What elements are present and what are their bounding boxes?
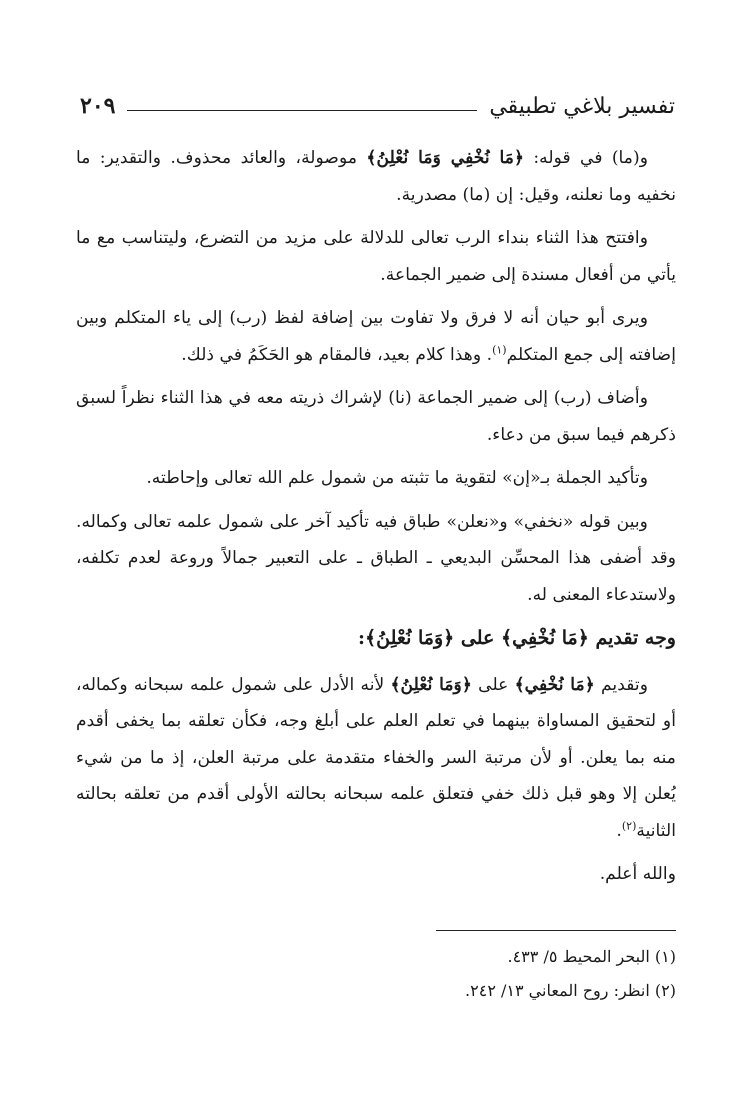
- text-span: . وهذا كلام بعيد، فالمقام هو الحَكَمُ في ذلك.: [181, 344, 493, 365]
- quran-quote: ﴿مَا نُخْفِي﴾: [514, 674, 595, 695]
- footnote-separator: [436, 930, 676, 931]
- text-span: على: [471, 674, 515, 695]
- section-heading: [76, 620, 676, 657]
- quran-quote: ﴿وَمَا نُعْلِنُ﴾: [390, 674, 472, 695]
- quran-quote: ﴿مَا نُخْفِي وَمَا نُعْلِنُ﴾: [366, 148, 525, 168]
- header-rule: [127, 110, 477, 111]
- footnote-ref-2[interactable]: (٢): [621, 818, 637, 832]
- footnote-2: (٢) انظر: روح المعاني ١٣/ ٢٤٢.: [465, 981, 676, 1000]
- book-title: تفسير بلاغي تطبيقي: [489, 93, 675, 119]
- paragraph-8: والله أعلم.: [599, 864, 676, 884]
- page-number: ٢٠٩: [80, 93, 116, 119]
- text-span: ويرى أبو حيان أنه لا فرق ولا تفاوت بين إضافة لفظ (رب) إلى ياء المتكلم وبين إضافته إلى جمع المتكلم: [76, 308, 676, 365]
- text-span: لأنه الأدل على شمول علمه سبحانه وكماله، أو لتحقيق المساواة بينهما في تعلم العلم على أبلغ وجه، فكأن تعلقه بما يخفى أقدم منه بما يعلن. أو لأن مرتبة السر والخفاء متقدمة على مرتبة العلن، إذ ما من شيء يُعلن إلا وهو قبل ذلك خفي فتعلق علمه سبحانه بحالته الأولى أقدم من تعلقه بحالته الثانية: [76, 674, 676, 841]
- running-header: [80, 86, 675, 126]
- paragraph-2: وافتتح هذا الثناء بنداء الرب تعالى للدلالة على مزيد من التضرع، وليتناسب مع ما يأتي من أفعال مسندة إلى ضمير الجماعة.: [76, 228, 676, 285]
- paragraph-1: [76, 140, 676, 213]
- paragraph-5: وتأكيد الجملة بـ«إن» لتقوية ما تثبته من شمول علم الله تعالى وإحاطته.: [146, 468, 648, 488]
- text-span: وجه تقديم: [588, 627, 676, 649]
- paragraph-3: [76, 300, 676, 373]
- text-span: و(ما) في قوله:: [524, 148, 649, 168]
- footnote-ref-1[interactable]: (١): [492, 342, 507, 356]
- footnote-1: (١) البحر المحيط ٥/ ٤٣٣.: [507, 947, 676, 966]
- quran-quote: ﴿وَمَا نُعْلِنُ﴾: [365, 627, 455, 649]
- footnotes: [76, 940, 676, 1008]
- paragraph-7: [76, 667, 676, 850]
- text-span: .: [616, 820, 622, 841]
- paragraph-6: وبين قوله «نخفي» و«نعلن» طباق فيه تأكيد آخر على شمول علمه تعالى وكماله. وقد أضفى هذا المحسِّن البديعي ـ الطباق ـ على التعبير جمالاً وروعة لعدم تكلفه، ولاستدعاء المعنى له.: [76, 511, 676, 605]
- text-span: وتقديم: [594, 674, 649, 695]
- text-span: على: [454, 627, 501, 649]
- main-text: [76, 140, 676, 900]
- quran-quote: ﴿مَا نُخْفِي﴾: [500, 627, 589, 649]
- text-span: موصولة، والعائد محذوف. والتقدير: ما نخفيه وما نعلنه، وقيل: إن (ما) مصدرية.: [76, 148, 676, 205]
- text-span: :: [358, 627, 366, 649]
- paragraph-4: وأضاف (رب) إلى ضمير الجماعة (نا) لإشراك ذريته معه في هذا الثناء نظراً لسبق ذكرهم فيما سبق من دعاء.: [76, 388, 676, 445]
